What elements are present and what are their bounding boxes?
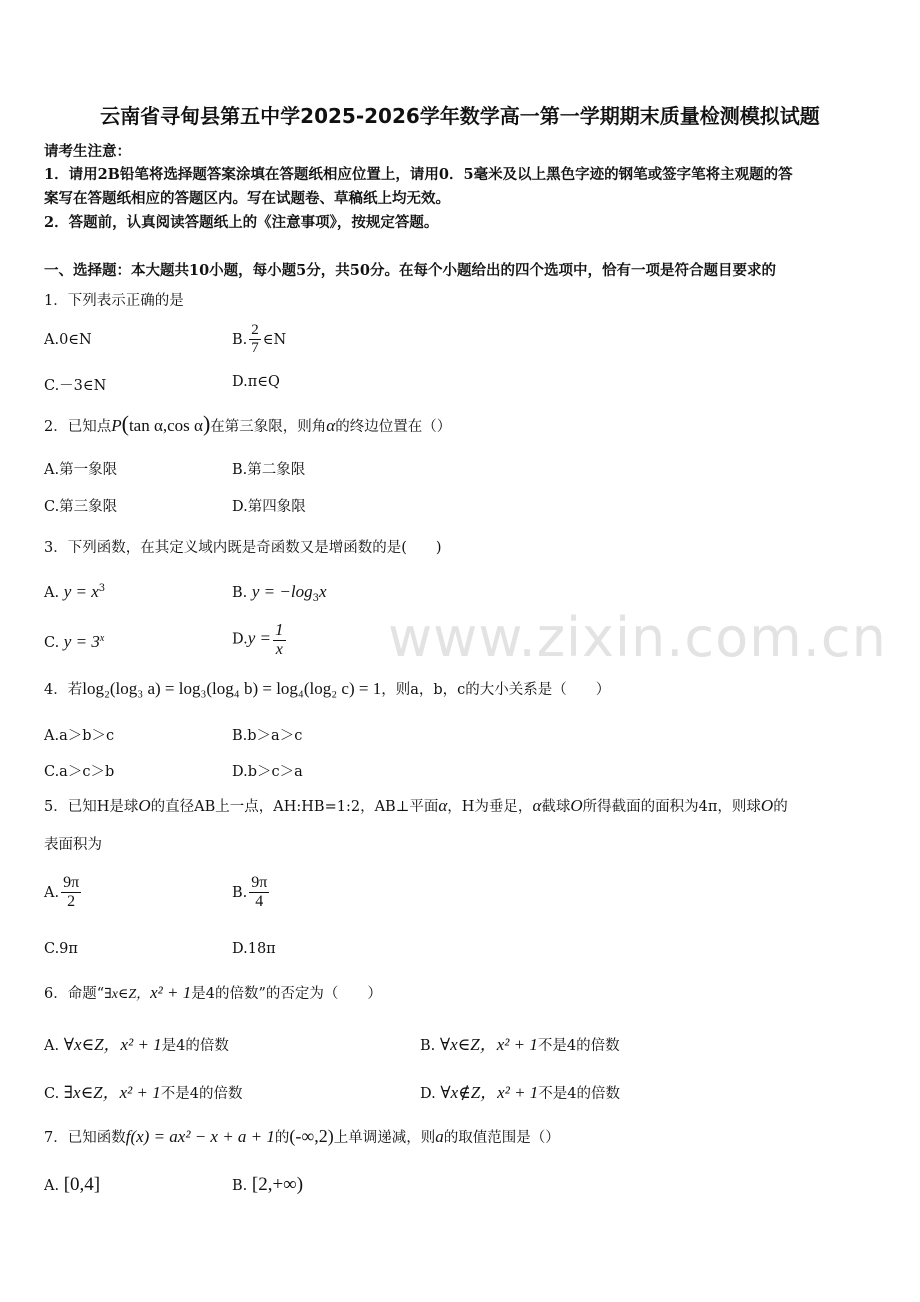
q4-option-d: D.b＞c＞a xyxy=(232,764,303,780)
q6-d-text: 不是4的倍数 xyxy=(538,1086,621,1102)
q6-b-quantifier: ∀x∈Z， xyxy=(439,1035,497,1054)
q2-option-c: C.第三象限 xyxy=(44,499,118,515)
q6-expression: x² + 1 xyxy=(150,983,192,1002)
q6-b-expression: x² + 1 xyxy=(496,1035,538,1054)
q5-a-numerator: 9π xyxy=(61,874,81,893)
q1-stem: 1．下列表示正确的是 xyxy=(44,293,184,309)
q5-stem-line-2: 表面积为 xyxy=(44,837,102,853)
q5-a-fraction xyxy=(61,874,81,912)
q7-option-b xyxy=(232,1174,303,1196)
q6-stem xyxy=(44,982,382,1003)
q4-option-a: A.a＞b＞c xyxy=(44,728,115,744)
q7-option-a xyxy=(44,1174,100,1196)
q3-d-denominator: x xyxy=(275,640,283,658)
notice-item-1-line-2: 案写在答题纸相应的答题区内。写在试题卷、草稿纸上均无效。 xyxy=(44,190,450,207)
q5-sphere-o-2: O xyxy=(570,796,583,815)
q2-tail: 的终边位置在（） xyxy=(335,419,452,435)
q6-a-label: A. xyxy=(44,1038,60,1054)
notice-heading: 请考生注意： xyxy=(44,143,131,160)
q6-d-quantifier: ∀x∉Z， xyxy=(440,1083,498,1102)
q7-a-label: A. xyxy=(44,1178,60,1194)
q3-option-a xyxy=(44,582,105,602)
q6-quantifier: ∃x∈Z， xyxy=(104,987,151,1002)
q3-b-base: 3 xyxy=(312,592,319,604)
q1-option-b-suffix: ∈N xyxy=(262,331,287,348)
q1-option-c: C.－3∈N xyxy=(44,378,107,394)
q5-part-b: 的直径AB上一点，AH:HB=1:2，AB⊥平面 xyxy=(150,799,439,815)
q6-option-d xyxy=(420,1078,620,1103)
q3-stem: 3．下列函数，在其定义域内既是奇函数又是增函数的是( ) xyxy=(44,540,442,556)
q5-alpha-2: α xyxy=(532,796,542,815)
q1-option-a: A.0∈N xyxy=(44,332,92,348)
q2-point: P xyxy=(111,416,122,435)
q3-c-label: C. xyxy=(44,635,60,651)
q5-a-denominator: 2 xyxy=(67,893,76,911)
q1-b-denominator: 7 xyxy=(251,340,259,357)
q5-part-a: 5．已知H是球 xyxy=(44,799,139,815)
q5-a-label: A. xyxy=(44,884,60,901)
q7-tail-a: 上单调递减，则 xyxy=(333,1130,436,1146)
notice-item-1-line-1: 1．请用2B铅笔将选择题答案涂填在答题纸相应位置上，请用0．5毫米及以上黑色字迹的钢笔或签字笔将主观题的答 xyxy=(44,166,793,183)
q7-a-expression: [0,4] xyxy=(63,1174,101,1195)
q2-alpha: α xyxy=(326,416,336,435)
q5-b-denominator: 4 xyxy=(255,893,264,911)
q7-b-expression: [2,+∞) xyxy=(251,1174,304,1195)
q6-option-b xyxy=(420,1030,620,1055)
q3-a-exponent: 3 xyxy=(98,583,106,595)
q5-stem-line-1 xyxy=(44,795,788,816)
q2-args: tan α,cos α xyxy=(128,416,203,435)
q4-tail: ，则a，b，c的大小关系是（ ） xyxy=(381,682,611,698)
q5-sphere-o-3: O xyxy=(760,796,774,815)
q7-interval: (-∞,2) xyxy=(289,1126,334,1146)
q5-option-a xyxy=(44,874,83,912)
q6-a-text: 是4的倍数 xyxy=(161,1038,229,1054)
q2-paren-close: ) xyxy=(202,411,211,436)
q7-expression: f(x) = ax² − x + a + 1 xyxy=(125,1127,275,1146)
q7-variable-a: a xyxy=(435,1127,444,1146)
q4-expression: log₂(log₃ a) = log₃(log₄ b) = log₄(log₂ c) = 1 xyxy=(82,679,382,698)
q3-d-label: D. xyxy=(232,631,248,648)
q6-b-label: B. xyxy=(420,1038,436,1054)
q7-b-label: B. xyxy=(232,1178,248,1194)
page-title: 云南省寻甸县第五中学2025-2026学年数学高一第一学期期末质量检测模拟试题 xyxy=(100,104,820,128)
q1-option-b-label: B. xyxy=(232,331,248,348)
q3-d-fraction xyxy=(273,620,286,659)
q3-a-label: A. xyxy=(44,585,60,601)
q7-number: 7．已知函数 xyxy=(44,1130,126,1146)
q4-stem xyxy=(44,678,610,699)
q5-part-e: 所得截面的面积为4π，则球 xyxy=(582,799,761,815)
q7-tail-b: 的取值范围是（） xyxy=(443,1130,560,1146)
q6-d-expression: x² + 1 xyxy=(497,1083,539,1102)
q3-c-expr: y = 3 xyxy=(63,632,100,651)
q7-stem xyxy=(44,1126,560,1147)
q6-c-expression: x² + 1 xyxy=(119,1083,161,1102)
q2-option-d: D.第四象限 xyxy=(232,499,306,515)
q5-b-numerator: 9π xyxy=(249,874,269,893)
q1-option-b xyxy=(232,322,286,358)
q5-option-c: C.9π xyxy=(44,941,78,957)
q2-paren-open: ( xyxy=(121,411,129,436)
q6-part-d: 是4的倍数”的否定为（ ） xyxy=(191,986,382,1002)
q4-number: 4．若 xyxy=(44,682,83,698)
q1-b-numerator: 2 xyxy=(249,322,261,340)
notice-item-2: 2．答题前，认真阅读答题纸上的《注意事项》，按规定答题。 xyxy=(44,214,439,231)
q2-mid: 在第三象限，则角 xyxy=(210,419,327,435)
q7-mid: 的 xyxy=(274,1130,290,1146)
watermark: www.zixin.com.cn xyxy=(388,606,887,669)
q6-b-text: 不是4的倍数 xyxy=(537,1038,620,1054)
q6-c-text: 不是4的倍数 xyxy=(160,1086,243,1102)
q3-option-c xyxy=(44,632,104,652)
q3-a-expr: y = x xyxy=(63,582,99,601)
q5-part-f: 的 xyxy=(773,799,788,815)
q2-option-a: A.第一象限 xyxy=(44,462,118,478)
q4-option-b: B.b＞a＞c xyxy=(232,728,303,744)
q2-stem xyxy=(44,411,451,437)
q6-a-quantifier: ∀x∈Z， xyxy=(63,1035,121,1054)
q1-option-d: D.π∈Q xyxy=(232,374,280,390)
q6-option-c xyxy=(44,1078,242,1103)
q6-part-a: 6．命题“ xyxy=(44,986,105,1002)
q3-option-d xyxy=(232,620,288,659)
q3-d-expr: y = xyxy=(247,628,271,648)
q3-b-expr: y = −log xyxy=(251,582,313,601)
q5-option-d: D.18π xyxy=(232,941,276,957)
q3-c-exponent: x xyxy=(99,633,105,645)
q6-d-label: D. xyxy=(420,1086,436,1102)
q5-b-fraction xyxy=(249,874,269,912)
q4-option-c: C.a＞c＞b xyxy=(44,764,115,780)
q5-part-d: 截球 xyxy=(541,799,571,815)
q5-alpha-1: α xyxy=(438,796,448,815)
q6-c-label: C. xyxy=(44,1086,60,1102)
q5-part-c: ，H为垂足， xyxy=(447,799,533,815)
q2-option-b: B.第二象限 xyxy=(232,462,306,478)
q6-c-quantifier: ∃x∈Z， xyxy=(63,1083,120,1102)
q6-a-expression: x² + 1 xyxy=(120,1035,162,1054)
q6-option-a xyxy=(44,1030,229,1055)
q1-option-b-fraction xyxy=(249,322,261,358)
q2-number: 2．已知点 xyxy=(44,419,112,435)
q5-sphere-o-1: O xyxy=(138,796,151,815)
q5-b-label: B. xyxy=(232,884,248,901)
q3-b-label: B. xyxy=(232,585,248,601)
q3-option-b xyxy=(232,582,327,604)
q3-b-tail: x xyxy=(318,582,327,601)
q3-d-numerator: 1 xyxy=(275,620,284,639)
q5-option-b xyxy=(232,874,271,912)
section-heading: 一、选择题：本大题共10小题，每小题5分，共50分。在每个小题给出的四个选项中，恰有一项是符合题目要求的 xyxy=(44,262,776,279)
